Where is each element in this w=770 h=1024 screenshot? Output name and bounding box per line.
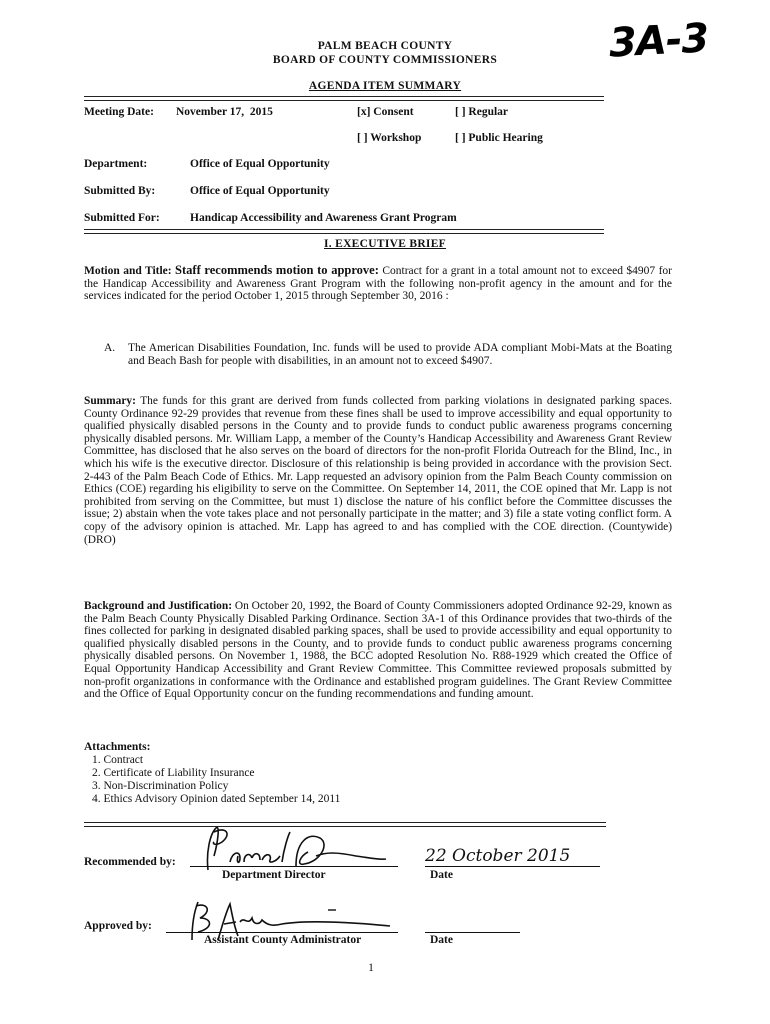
background-paragraph (84, 600, 672, 701)
board-name: BOARD OF COUNTY COMMISSIONERS (272, 54, 498, 66)
submitted-for-label: Submitted For: (84, 212, 160, 224)
attachments-label: Attachments: (84, 741, 151, 753)
background-text: On October 20, 1992, the Board of County Commissioners adopted Ordinance 92-29, known as the Palm Beach County Physically Disabled Parking Ordinance. Section 3A-1 of this Ordinance provides that two-thirds of the fines collected for parking in designated disabled parking spaces, shall be used to provide accessibility and equal opportunity to qualified physically disabled persons in the County, and to provide funds to conduct public awareness programs concerning physically disabled persons. On November 1, 1988, the BCC adopted Resolution No. R88-1929 which created the Office of Equal Opportunity Handicap Accessibility and Grant Review Committee. This Committee reviewed proposals submitted by non-profit organizations in conformance with the Ordinance and established program guidelines. The Grant Review Committee and the Office of Equal Opportunity concur on the funding recommendations and funding amount. (84, 600, 672, 701)
approved-date-line (425, 932, 520, 933)
attachment-item: 1. Contract (92, 754, 144, 766)
attachment-item: 3. Non-Discrimination Policy (92, 780, 229, 792)
summary-text: The funds for this grant are derived from funds collected from parking violations in designated parking spaces. County Ordinance 92-29 provides that revenue from these fines shall be used to improve accessibility and equal opportunity to qualified physically disabled persons in the County and to provide funds to conduct public awareness programs concerning physically disabled persons. Mr. William Lapp, a member of the County’s Handicap Accessibility and Awareness Grant Review Committee, has disclosed that he also serves on the board of directors for the non-profit Florida Outreach for the Blind, Inc., in which his wife is the executive director. Disclosure of this relationship is being provided in accordance with the provision Sect. 2-443 of the Palm Beach Code of Ethics. Mr. Lapp requested an advisory opinion from the Palm Beach County commission on Ethics (COE) regarding his eligibility to serve on the Committee. On September 14, 2011, the COE opined that Mr. Lapp is not prohibited from serving on the Committee, but must 1) disclose the nature of his conflict before the Committee discusses the issue; 2) abstain when the vote takes place and not personally participate in the matter; and 3) file a state voting conflict form. A copy of the advisory opinion is attached. Mr. Lapp has agreed to and has complied with the COE direction. (Countywide) (DRO) (84, 395, 672, 546)
department-label: Department: (84, 158, 148, 170)
meeting-date-value: November 17, 2015 (176, 106, 273, 118)
motion-text: Contract for a grant in a total amount not to exceed $4907 for the Handicap Accessibility and Awareness Grant Program with the following non-profit agency in the amount and for the services indicated for the period October 1, 2015 through September 30, 2016 : (84, 265, 672, 303)
background-label: Background and Justification: (84, 600, 232, 612)
department-value: Office of Equal Opportunity (190, 158, 330, 170)
page-number: 1 (368, 962, 374, 974)
submitted-for-value: Handicap Accessibility and Awareness Grant Program (190, 212, 457, 224)
item-a-text: The American Disabilities Foundation, Inc. funds will be used to provide ADA compliant Mobi-Mats at the Boating and Beach Bash for people with disabilities, in an amount not to exceed $4907. (128, 342, 672, 367)
document-title: AGENDA ITEM SUMMARY (308, 80, 462, 92)
regular-checkbox: [ ] Regular (455, 106, 509, 118)
item-a-marker: A. (104, 342, 116, 354)
county-name: PALM BEACH COUNTY (317, 40, 453, 52)
approved-date-label: Date (430, 934, 453, 946)
recommended-date-handwritten: 22 October 2015 (425, 846, 571, 866)
recommended-by-label: Recommended by: (84, 856, 176, 868)
summary-paragraph (84, 395, 672, 546)
attachments-list (86, 754, 340, 806)
attachment-item: 2. Certificate of Liability Insurance (92, 767, 255, 779)
meeting-date-label: Meeting Date: (84, 106, 154, 118)
submitted-by-value: Office of Equal Opportunity (190, 185, 330, 197)
fields-divider (84, 229, 604, 234)
department-director-title: Department Director (222, 869, 326, 881)
executive-brief-heading: I. EXECUTIVE BRIEF (323, 238, 447, 250)
attachment-item: 4. Ethics Advisory Opinion dated September 14, 2011 (92, 793, 341, 805)
recommended-date-label: Date (430, 869, 453, 881)
assistant-administrator-title: Assistant County Administrator (204, 934, 362, 946)
recommended-date-line (425, 866, 600, 867)
handwritten-item-number: 3A-3 (607, 15, 710, 67)
recommended-signature (196, 822, 396, 874)
motion-label: Motion and Title: (84, 265, 172, 277)
motion-lead: Staff recommends motion to approve: (175, 263, 379, 277)
submitted-by-label: Submitted By: (84, 185, 156, 197)
approved-by-label: Approved by: (84, 920, 152, 932)
header-divider (84, 96, 604, 101)
workshop-checkbox: [ ] Workshop (357, 132, 422, 144)
public-hearing-checkbox: [ ] Public Hearing (455, 132, 543, 144)
summary-label: Summary: (84, 395, 136, 407)
motion-and-title (84, 264, 672, 303)
consent-checkbox: [x] Consent (357, 106, 414, 118)
